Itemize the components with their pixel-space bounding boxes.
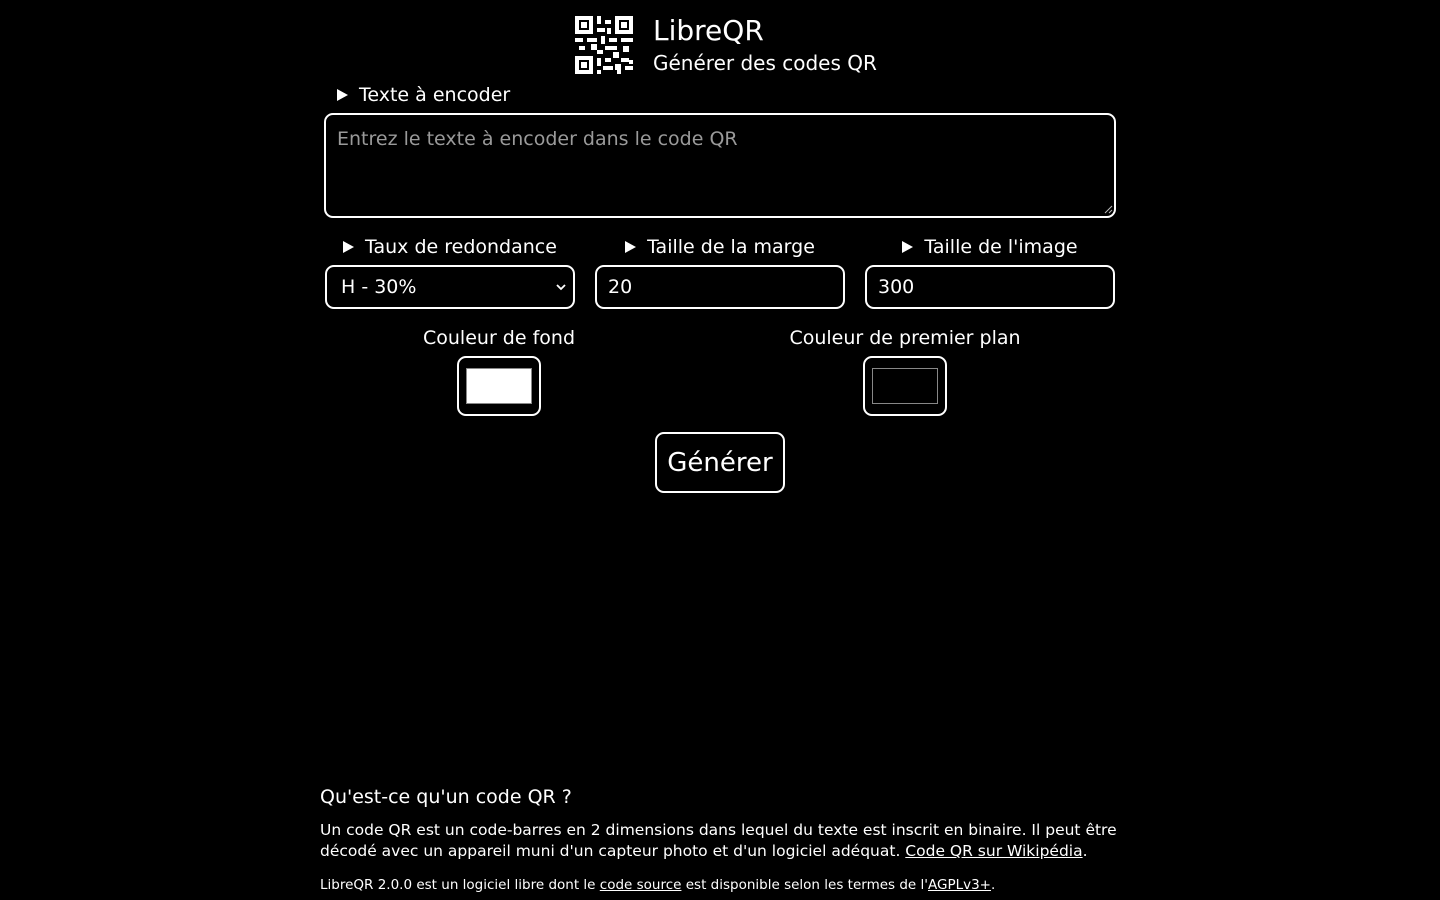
size-input[interactable]: 300 — [865, 265, 1115, 309]
size-group — [865, 235, 1115, 309]
redundancy-label: Taux de redondance — [365, 236, 557, 258]
app-subtitle: Générer des codes QR — [653, 51, 877, 75]
footer-text-1: LibreQR 2.0.0 est un logiciel libre dont le — [320, 877, 600, 893]
resize-grip-icon[interactable] — [1103, 204, 1113, 214]
redundancy-group — [325, 235, 575, 309]
generate-button[interactable]: Générer — [655, 432, 785, 493]
app-title: LibreQR — [653, 14, 764, 47]
triangle-right-icon — [343, 241, 354, 253]
app-header — [575, 14, 877, 76]
faq-end: . — [1082, 842, 1088, 860]
chevron-down-icon — [555, 281, 567, 293]
size-disclosure[interactable] — [865, 235, 1115, 259]
foreground-color-swatch — [872, 368, 938, 404]
background-color-picker[interactable] — [457, 356, 541, 416]
license-link[interactable]: AGPLv3+ — [927, 877, 991, 893]
wikipedia-link[interactable]: Code QR sur Wikipédia — [905, 842, 1083, 860]
foreground-color-group — [780, 326, 1030, 416]
text-input[interactable] — [324, 113, 1116, 218]
source-code-link[interactable]: code source — [599, 877, 682, 893]
background-color-swatch — [466, 368, 532, 404]
text-disclosure[interactable] — [337, 83, 510, 107]
size-label: Taille de l'image — [924, 236, 1078, 258]
foreground-color-picker[interactable] — [863, 356, 947, 416]
qr-code-icon — [575, 16, 633, 74]
text-label: Texte à encoder — [359, 84, 511, 106]
background-color-group — [399, 326, 599, 416]
margin-disclosure[interactable] — [595, 235, 845, 259]
margin-group — [595, 235, 845, 309]
redundancy-selected-value: H - 30% — [341, 276, 417, 298]
faq-body: Un code QR est un code-barres en 2 dimensions dans lequel du texte est inscrit en binaire. Il peut être décodé avec un appareil muni d'un capteur photo et d'un logiciel adéquat. — [320, 821, 1117, 860]
foreground-color-label: Couleur de premier plan — [789, 327, 1021, 349]
faq-title: Qu'est-ce qu'un code QR ? — [320, 786, 572, 808]
footer — [320, 876, 1120, 894]
faq-text — [320, 820, 1120, 862]
redundancy-disclosure[interactable] — [325, 235, 575, 259]
footer-text-2: est disponible selon les termes de l' — [681, 877, 928, 893]
triangle-right-icon — [337, 89, 348, 101]
triangle-right-icon — [902, 241, 913, 253]
redundancy-select[interactable] — [325, 265, 575, 309]
background-color-label: Couleur de fond — [423, 327, 575, 349]
triangle-right-icon — [625, 241, 636, 253]
margin-label: Taille de la marge — [647, 236, 815, 258]
footer-text-3: . — [991, 877, 996, 893]
margin-input[interactable]: 20 — [595, 265, 845, 309]
